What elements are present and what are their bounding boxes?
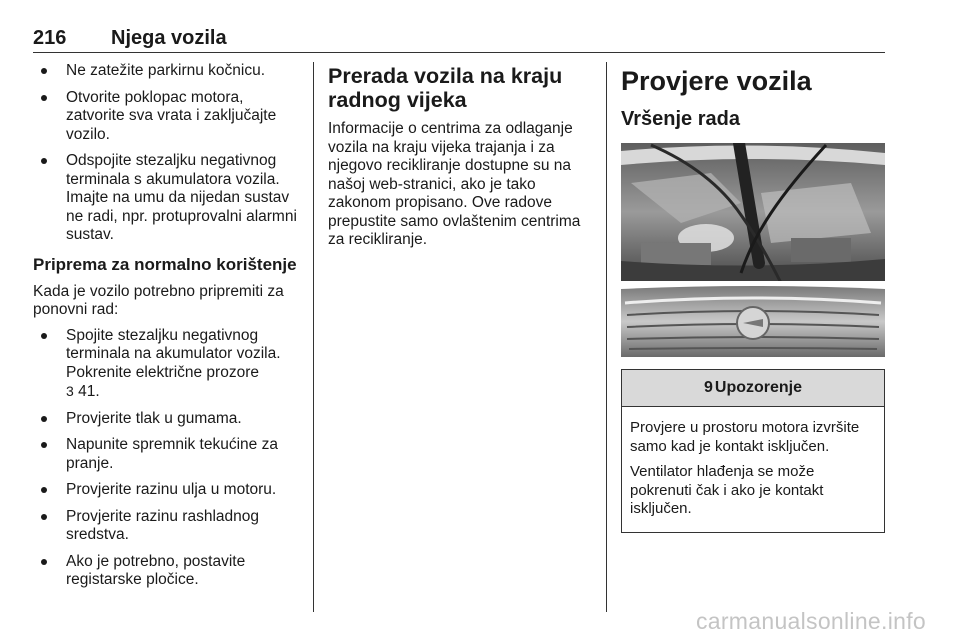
bullet-dot [41, 68, 47, 74]
page-ref-arrow-icon: 3 [66, 383, 74, 399]
warning-box [621, 369, 885, 533]
bullet-dot [41, 514, 47, 520]
preparation-bullets [33, 327, 301, 590]
warning-title: Upozorenje [714, 379, 803, 396]
engine-bay-illustration [621, 143, 885, 357]
list-item: Ne zatežite parkirnu kočnicu. [33, 62, 301, 81]
list-item: Odspojite stezaljku negativnog terminala s akumulatora vozila. Imajte na umu da nijedan sustav ne radi, npr. protuprovalni alarmni sustav. [33, 152, 301, 245]
list-item: Provjerite tlak u gumama. [33, 410, 301, 429]
warning-text: Provjere u prostoru motora izvršite samo kad je kontakt isključen. [630, 419, 860, 455]
bullet-dot [41, 487, 47, 493]
middle-column [328, 62, 596, 257]
section-heading: Priprema za normalno korištenje [33, 254, 297, 274]
bullet-dot [41, 559, 47, 565]
list-item: Napunite spremnik tekućine za pranje. [33, 436, 301, 473]
engine-bay-image [621, 143, 885, 357]
bullet-dot [41, 158, 47, 164]
page-ref-link[interactable]: 41. [78, 383, 100, 400]
list-item: Spojite stezaljku negativnog terminala na akumulator vozila. Pokrenite električne prozore 3 41. [33, 327, 301, 402]
warning-body [622, 407, 884, 532]
bullet-dot [41, 333, 47, 339]
warning-header [622, 370, 884, 407]
page-number: 216 [33, 27, 67, 49]
storage-bullets [33, 62, 301, 245]
page-header [33, 24, 885, 53]
list-item: Provjerite razinu ulja u motoru. [33, 481, 301, 500]
section-title: Provjere vozila [621, 66, 812, 96]
watermark: carmanualsonline.info [695, 608, 926, 634]
list-item: Ako je potrebno, postavite registarske pločice. [33, 553, 301, 590]
bullet-dot [41, 442, 47, 448]
bullet-dot [41, 95, 47, 101]
column-divider [606, 62, 607, 612]
warning-triangle-icon: 9 [703, 379, 713, 396]
section-text: Informacije o centrima za odlaganje vozila na kraju vijeka trajanja i za njegovo recikliranje dostupne su na našoj web-stranici, ako je tako zakonom propisano. Ove radove prepustite samo ovlaštenim centrima za recikliranje. [328, 120, 581, 248]
column-divider [313, 62, 314, 612]
chapter-title: Njega vozila [111, 27, 227, 49]
bullet-dot [41, 416, 47, 422]
section-subtitle: Vršenje rada [621, 108, 740, 130]
left-column [33, 62, 301, 598]
list-item: Otvorite poklopac motora, zatvorite sva vrata i zaključajte vozilo. [33, 89, 301, 145]
right-column [621, 62, 885, 533]
section-intro: Kada je vozilo potrebno pripremiti za ponovni rad: [33, 282, 284, 318]
list-item: Provjerite razinu rashladnog sredstva. [33, 508, 301, 545]
warning-text: Ventilator hlađenja se može pokrenuti čak i ako je kontakt isključen. [630, 463, 824, 517]
section-heading: Prerada vozila na kraju radnog vijeka [328, 64, 563, 112]
